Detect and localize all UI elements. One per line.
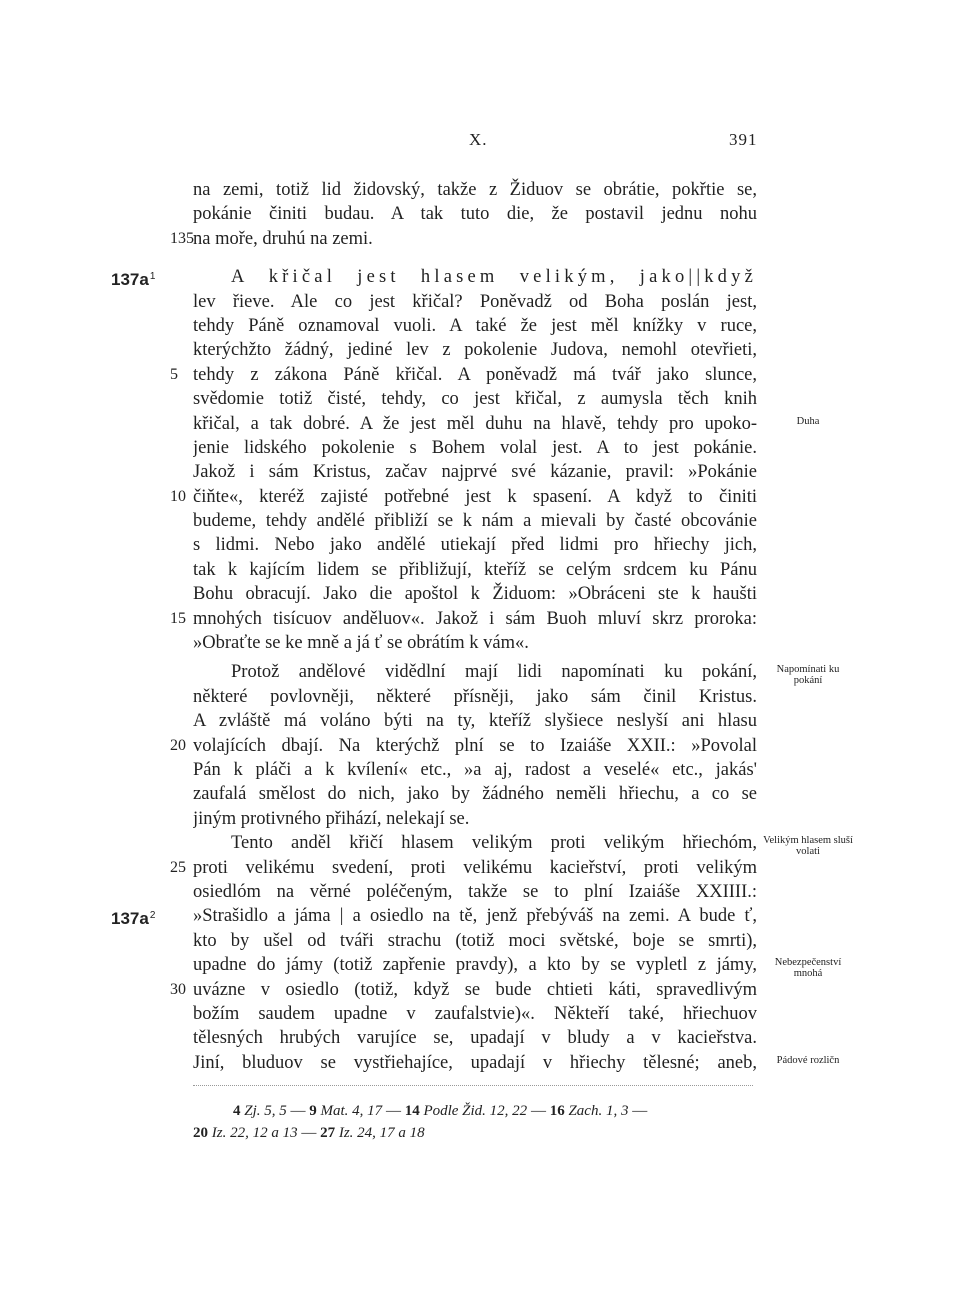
folio-reference-label: 137a [111, 909, 149, 929]
line-number: 30 [170, 980, 186, 998]
line-text: budeme, tehdy andělé přibliží se k nám a mievali by časté obcovánie [193, 511, 757, 532]
chapter-label: X. [469, 130, 488, 149]
line-text: Jiní, bluduov se vystřiehajíce, upadají v hřiechy tělesné; aneb, [193, 1052, 757, 1073]
line-text: kto by ušel od tváři strachu (totiž moci světské, boje se smrti), [193, 930, 757, 951]
margin-note: Napomínati ku pokání [776, 664, 840, 687]
line-text: s lidmi. Nebo jako andělé utiekají před lidmi pro hřiechy jich, [193, 535, 757, 556]
footnote-citation: Iz. 24, 17 a 18 [338, 1125, 425, 1141]
text-line [0, 509, 960, 533]
text-line [0, 953, 960, 980]
text-line [0, 387, 960, 411]
text-line [0, 436, 960, 460]
line-text: křičal, a tak dobré. A že jest měl duhu na hlavě, tehdy pro upoko- [193, 413, 757, 434]
line-text: tehdy Páně oznamoval vuoli. A také že jest měl knížky v ruce, [193, 315, 757, 336]
line-text: jiným protivného přihází, nelekají se. [193, 808, 470, 829]
footnote-line-ref: 27 [320, 1125, 336, 1141]
text-line [0, 265, 960, 289]
footnote-line-ref: 16 [549, 1103, 565, 1119]
line-number: 135 [170, 229, 194, 247]
text-line [0, 978, 960, 1002]
text-line [0, 1026, 960, 1050]
page-number: 391 [729, 130, 758, 149]
text-line [0, 290, 960, 314]
text-line [0, 558, 960, 582]
line-text: Protož andělové vidědlní mají lidi napomínati ku pokání, [231, 662, 757, 683]
line-text: mnohých tisícuov anděluov«. Jakož i sám Buoh mluví skrz proroka: [193, 608, 757, 629]
footnote-separator: — [301, 1125, 317, 1141]
folio-reference [111, 904, 155, 931]
line-text: svědomie totiž čisté, tehdy, co jest křičal, z aumysla těch knih [193, 389, 757, 410]
text-line [0, 227, 960, 251]
line-text: jenie lidského pokolenie s Bohem volal jest. A to jest pokánie. [193, 437, 757, 458]
line-text: na zemi, totiž lid židovský, takže z Židuov se obrátie, pokřtie se, [193, 180, 757, 200]
line-text: »Strašidlo a jáma | a osiedlo na tě, jenž přebýváš na zemi. A bude ť, [193, 906, 757, 927]
margin-note: Pádové rozličn [776, 1054, 840, 1066]
line-text: tělesných hrubých varujíce se, upadají v bludy a v kacieřstva. [193, 1028, 757, 1049]
line-text: některé povlovněji, některé přísněji, jako sám činil Kristus. [193, 686, 757, 707]
line-text: Pán k pláči a k kvílení« etc., »a aj, radost a veselé« etc., jakás' [193, 759, 757, 780]
text-line [0, 807, 960, 831]
footnotes [193, 1100, 757, 1144]
footnote-citation: Zj. 5, 5 [244, 1103, 287, 1119]
text-line [0, 856, 960, 880]
line-text: na moře, druhú na zemi. [193, 228, 373, 249]
line-text: »Obraťte se ke mně a já ť se obrátím k vám«. [193, 633, 529, 654]
margin-note: Duha [796, 415, 820, 427]
line-text: osiedlóm na věrné poléčeným, takže se to plní Izaiáše XXIIII.: [193, 881, 757, 902]
margin-note: Velikým hlasem sluší volati [763, 835, 853, 858]
text-line [0, 338, 960, 362]
text-line [0, 485, 960, 509]
page-header [0, 130, 960, 156]
footnote-separator: — [385, 1103, 401, 1119]
footnote-divider [193, 1085, 753, 1086]
text-line [0, 1051, 960, 1075]
footnote-line-ref: 14 [404, 1103, 420, 1119]
line-text: volajících dbají. Na kterýchž plní se to Izaiáše XXII.: »Povolal [193, 735, 757, 756]
margin-note: Nebezpečenství mnohá [774, 957, 842, 980]
main-text [0, 178, 960, 1075]
line-text: pokánie činiti budau. A tak tuto die, že postavil jednu nohu [193, 204, 757, 225]
line-number: 20 [170, 736, 186, 754]
text-line [0, 607, 960, 631]
footnote-line [193, 1100, 757, 1122]
text-line [0, 363, 960, 387]
footnote-separator: — [632, 1103, 648, 1119]
line-text: zaufalá smělost do nich, jako by žádného neměli hřiechu, a co se [193, 784, 757, 805]
text-line [0, 782, 960, 806]
text-line [0, 582, 960, 606]
folio-reference-label: 137a [111, 270, 149, 290]
text-line [0, 1002, 960, 1026]
line-number: 15 [170, 609, 186, 627]
line-text: proti velikému svedení, proti velikému kacieřství, proti velikým [193, 857, 757, 878]
footnote-line-ref: 4 [233, 1103, 241, 1119]
line-number: 5 [170, 365, 178, 383]
text-line [0, 460, 960, 484]
text-line [0, 758, 960, 782]
footnote-line-ref: 9 [309, 1103, 317, 1119]
text-line [0, 314, 960, 338]
text-line [0, 178, 960, 202]
footnote-citation: Zach. 1, 3 [568, 1103, 629, 1119]
text-line [0, 660, 960, 687]
text-line [0, 880, 960, 904]
line-number: 10 [170, 487, 186, 505]
footnote-separator: — [290, 1103, 306, 1119]
line-text: Bohu obracují. Jako die apoštol k Židuom: »Obráceni ste k haušti [193, 584, 757, 605]
line-text: Jakož i sám Kristus, začav najprvé své kázanie, pravil: »Pokánie [193, 462, 757, 483]
line-text: tak k kajícím lidem se přibližují, kteříž se celým srdcem ku Pánu [193, 559, 757, 580]
text-line [0, 709, 960, 733]
folio-reference [111, 265, 155, 292]
line-text: čiňte«, kteréž zajisté potřebné jest k spasení. A když to činiti [193, 486, 757, 507]
footnote-line-ref: 20 [193, 1125, 208, 1141]
text-line [0, 904, 960, 928]
line-text: A zvláště má voláno býti na ty, kteříž slyšiece neslyší ani hlasu [193, 711, 757, 732]
footnote-citation: Mat. 4, 17 [320, 1103, 383, 1119]
footnote-separator: — [530, 1103, 546, 1119]
footnote-line [193, 1122, 757, 1144]
text-line [0, 685, 960, 709]
text-line [0, 929, 960, 953]
paragraph-gap [0, 251, 960, 265]
line-text: božím saudem upadne v zaufalstvie)«. Někteří také, hřiechuov [193, 1003, 757, 1024]
text-line [0, 734, 960, 758]
line-text: Tento anděl křičí hlasem velikým proti velikým hřiechóm, [231, 833, 757, 854]
line-number: 25 [170, 858, 186, 876]
footnote-citation: Iz. 22, 12 a 13 [211, 1125, 298, 1141]
text-line [0, 631, 960, 655]
folio-reference-superscript: 1 [149, 271, 156, 283]
text-line [0, 533, 960, 557]
line-text: uvázne v osiedlo (totiž, když se bude chtieti káti, spravedlivým [193, 979, 757, 1000]
folio-reference-superscript: 2 [149, 910, 156, 922]
text-line [0, 202, 960, 226]
text-line [0, 831, 960, 858]
line-text: tehdy z zákona Páně křičal. A poněvadž má tvář jako slunce, [193, 364, 757, 385]
line-text: kterýchžto žádný, jediné lev z pokolenie Judova, nemohl otevřieti, [193, 340, 757, 361]
line-text: A křičal jest hlasem velikým, jako||když [231, 267, 757, 288]
line-text: lev řieve. Ale co jest křičal? Poněvadž od Boha poslán jest, [193, 291, 757, 312]
line-text: upadne do jámy (totiž zapřenie pravdy), a kto by se vypletl z jámy, [193, 955, 757, 976]
text-line [0, 412, 960, 436]
footnote-citation: Podle Žid. 12, 22 [423, 1103, 528, 1119]
